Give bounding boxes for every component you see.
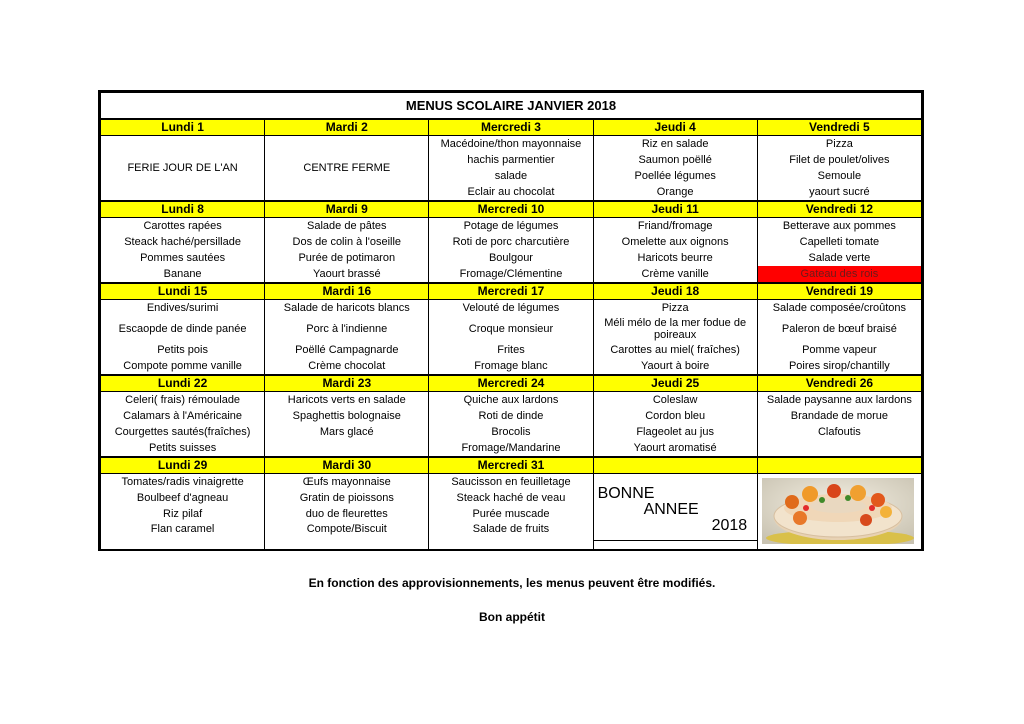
menu-cell: Pizza <box>593 300 757 317</box>
day-header: Lundi 8 <box>101 201 265 218</box>
menu-cell: Boulbeef d'agneau <box>101 490 265 506</box>
menu-row <box>101 300 922 317</box>
menu-cell: Poëllé Campagnarde <box>265 342 429 358</box>
menu-cell: Dos de colin à l'oseille <box>265 234 429 250</box>
day-header: Jeudi 11 <box>593 201 757 218</box>
week-header <box>101 457 922 474</box>
day-header: Lundi 29 <box>101 457 265 474</box>
menu-cell: Pizza <box>757 136 921 153</box>
day-header: Lundi 15 <box>101 283 265 300</box>
menu-cell: Calamars à l'Américaine <box>101 408 265 424</box>
menu-cell: Roti de dinde <box>429 408 593 424</box>
menu-cell: Pommes sautées <box>101 250 265 266</box>
footer-wish: Bon appétit <box>479 610 545 624</box>
menu-row <box>101 342 922 358</box>
menu-cell: Celeri( frais) rémoulade <box>101 392 265 409</box>
footer-note: En fonction des approvisionnements, les menus peuvent être modifiés. <box>308 576 716 590</box>
day-header: Lundi 22 <box>101 375 265 392</box>
menu-cell: Haricots verts en salade <box>265 392 429 409</box>
menu-cell: Pomme vapeur <box>757 342 921 358</box>
menu-cell: Tomates/radis vinaigrette <box>101 474 265 491</box>
menu-row <box>101 250 922 266</box>
menu-cell: Frites <box>429 342 593 358</box>
day-header: Vendredi 19 <box>757 283 921 300</box>
menu-row <box>101 392 922 409</box>
menu-cell: Paleron de bœuf braisé <box>757 316 921 342</box>
menu-cell: Orange <box>593 184 757 201</box>
menu-cell: Œufs mayonnaise <box>265 474 429 491</box>
menu-cell: Steack haché/persillade <box>101 234 265 250</box>
menu-cell: Velouté de légumes <box>429 300 593 317</box>
menu-cell: Petits pois <box>101 342 265 358</box>
galette-des-rois-image <box>762 478 914 544</box>
menu-row <box>101 358 922 375</box>
menu-cell: Coleslaw <box>593 392 757 409</box>
menu-cell-highlighted: Gateau des rois <box>757 266 921 283</box>
greeting-underline <box>594 540 757 541</box>
menu-cell: Salade de pâtes <box>265 218 429 235</box>
menu-cell: yaourt sucré <box>757 184 921 201</box>
menu-cell: Brocolis <box>429 424 593 440</box>
menu-row <box>101 440 922 457</box>
menu-cell: Riz en salade <box>593 136 757 153</box>
menu-cell: Courgettes sautés(fraîches) <box>101 424 265 440</box>
day-header: Vendredi 5 <box>757 119 921 136</box>
menu-cell: duo de fleurettes <box>265 506 429 522</box>
menu-cell: Brandade de morue <box>757 408 921 424</box>
menu-table <box>98 90 924 551</box>
menu-cell: Omelette aux oignons <box>593 234 757 250</box>
menu-cell: Crème chocolat <box>265 358 429 375</box>
menu-cell: Spaghettis bolognaise <box>265 408 429 424</box>
menu-cell: Haricots beurre <box>593 250 757 266</box>
day-header: Mardi 23 <box>265 375 429 392</box>
menu-cell: Compote/Biscuit <box>265 522 429 549</box>
menu-cell: Filet de poulet/olives <box>757 152 921 168</box>
menu-cell: Salade composée/croûtons <box>757 300 921 317</box>
greeting-year: 2018 <box>711 517 748 534</box>
menu-cell: Fromage/Clémentine <box>429 266 593 283</box>
menu-cell: Saumon poëllé <box>593 152 757 168</box>
menu-title: MENUS SCOLAIRE JANVIER 2018 <box>101 93 922 120</box>
menu-cell: Gratin de pioissons <box>265 490 429 506</box>
menu-cell: salade <box>429 168 593 184</box>
menu-cell <box>757 440 921 457</box>
menu-cell: Méli mélo de la mer fodue de poireaux <box>593 316 757 342</box>
menu-cell: Flan caramel <box>101 522 265 549</box>
menu-row <box>101 316 922 342</box>
menu-row <box>101 474 922 491</box>
menu-cell: Salade de haricots blancs <box>265 300 429 317</box>
menu-cell: Betterave aux pommes <box>757 218 921 235</box>
menu-cell: Friand/fromage <box>593 218 757 235</box>
menu-cell: Carottes au miel( fraîches) <box>593 342 757 358</box>
menu-cell: Salade de fruits <box>429 522 593 549</box>
menu-cell: Saucisson en feuilletage <box>429 474 593 491</box>
menu-cell: Petits suisses <box>101 440 265 457</box>
day-header: Mercredi 10 <box>429 201 593 218</box>
menu-cell: Eclair au chocolat <box>429 184 593 201</box>
week-header <box>101 283 922 300</box>
menu-cell: Yaourt brassé <box>265 266 429 283</box>
day-header: Mercredi 17 <box>429 283 593 300</box>
week-header <box>101 375 922 392</box>
cake-picture <box>757 474 921 550</box>
menu-cell: Fromage/Mandarine <box>429 440 593 457</box>
day-header: Mardi 16 <box>265 283 429 300</box>
week-header <box>101 119 922 136</box>
menu-cell: Capelleti tomate <box>757 234 921 250</box>
menu-cell: Boulgour <box>429 250 593 266</box>
menu-cell: Yaourt à boire <box>593 358 757 375</box>
menu-cell: Semoule <box>757 168 921 184</box>
menu-cell: Roti de porc charcutière <box>429 234 593 250</box>
menu-cell: Purée de potimaron <box>265 250 429 266</box>
day-header: Jeudi 18 <box>593 283 757 300</box>
menu-row <box>101 234 922 250</box>
menu-cell: hachis parmentier <box>429 152 593 168</box>
day-header: Mercredi 24 <box>429 375 593 392</box>
menu-row <box>101 408 922 424</box>
menu-cell: Clafoutis <box>757 424 921 440</box>
day-header: Mercredi 3 <box>429 119 593 136</box>
day-header: Vendredi 26 <box>757 375 921 392</box>
menu-cell: Macédoine/thon mayonnaise <box>429 136 593 153</box>
menu-cell: Poires sirop/chantilly <box>757 358 921 375</box>
new-year-greeting <box>593 474 757 550</box>
menu-row <box>101 136 922 153</box>
menu-cell: Escaopde de dinde panée <box>101 316 265 342</box>
day-header: Mardi 30 <box>265 457 429 474</box>
menu-cell: Mars glacé <box>265 424 429 440</box>
menu-cell: Banane <box>101 266 265 283</box>
week-header <box>101 201 922 218</box>
menu-row <box>101 218 922 235</box>
day-header-empty <box>757 457 921 474</box>
day-header: Jeudi 4 <box>593 119 757 136</box>
menu-cell: Poellée légumes <box>593 168 757 184</box>
menu-cell: Riz pilaf <box>101 506 265 522</box>
menu-cell: Steack haché de veau <box>429 490 593 506</box>
menu-cell-closed: FERIE JOUR DE L'AN <box>101 136 265 202</box>
greeting-word: BONNE <box>597 485 655 502</box>
menu-cell: Carottes rapées <box>101 218 265 235</box>
day-header: Mardi 2 <box>265 119 429 136</box>
menu-row <box>101 424 922 440</box>
menu-cell: Potage de légumes <box>429 218 593 235</box>
menu-cell: Cordon bleu <box>593 408 757 424</box>
day-header: Vendredi 12 <box>757 201 921 218</box>
menu-cell: Porc à l'indienne <box>265 316 429 342</box>
menu-cell: Quiche aux lardons <box>429 392 593 409</box>
menu-cell: Yaourt aromatisé <box>593 440 757 457</box>
menu-row <box>101 266 922 283</box>
menu-cell: Crème vanille <box>593 266 757 283</box>
menu-cell: Croque monsieur <box>429 316 593 342</box>
menu-cell: Fromage blanc <box>429 358 593 375</box>
menu-cell: Salade verte <box>757 250 921 266</box>
day-header: Jeudi 25 <box>593 375 757 392</box>
day-header: Mercredi 31 <box>429 457 593 474</box>
menu-cell <box>265 440 429 457</box>
menu-cell: Endives/surimi <box>101 300 265 317</box>
day-header: Mardi 9 <box>265 201 429 218</box>
greeting-word: ANNEE <box>643 501 699 518</box>
menu-cell: Salade paysanne aux lardons <box>757 392 921 409</box>
day-header: Lundi 1 <box>101 119 265 136</box>
day-header-empty <box>593 457 757 474</box>
menu-cell: Flageolet au jus <box>593 424 757 440</box>
menu-cell: Purée muscade <box>429 506 593 522</box>
menu-cell-closed: CENTRE FERME <box>265 136 429 202</box>
menu-cell: Compote pomme vanille <box>101 358 265 375</box>
